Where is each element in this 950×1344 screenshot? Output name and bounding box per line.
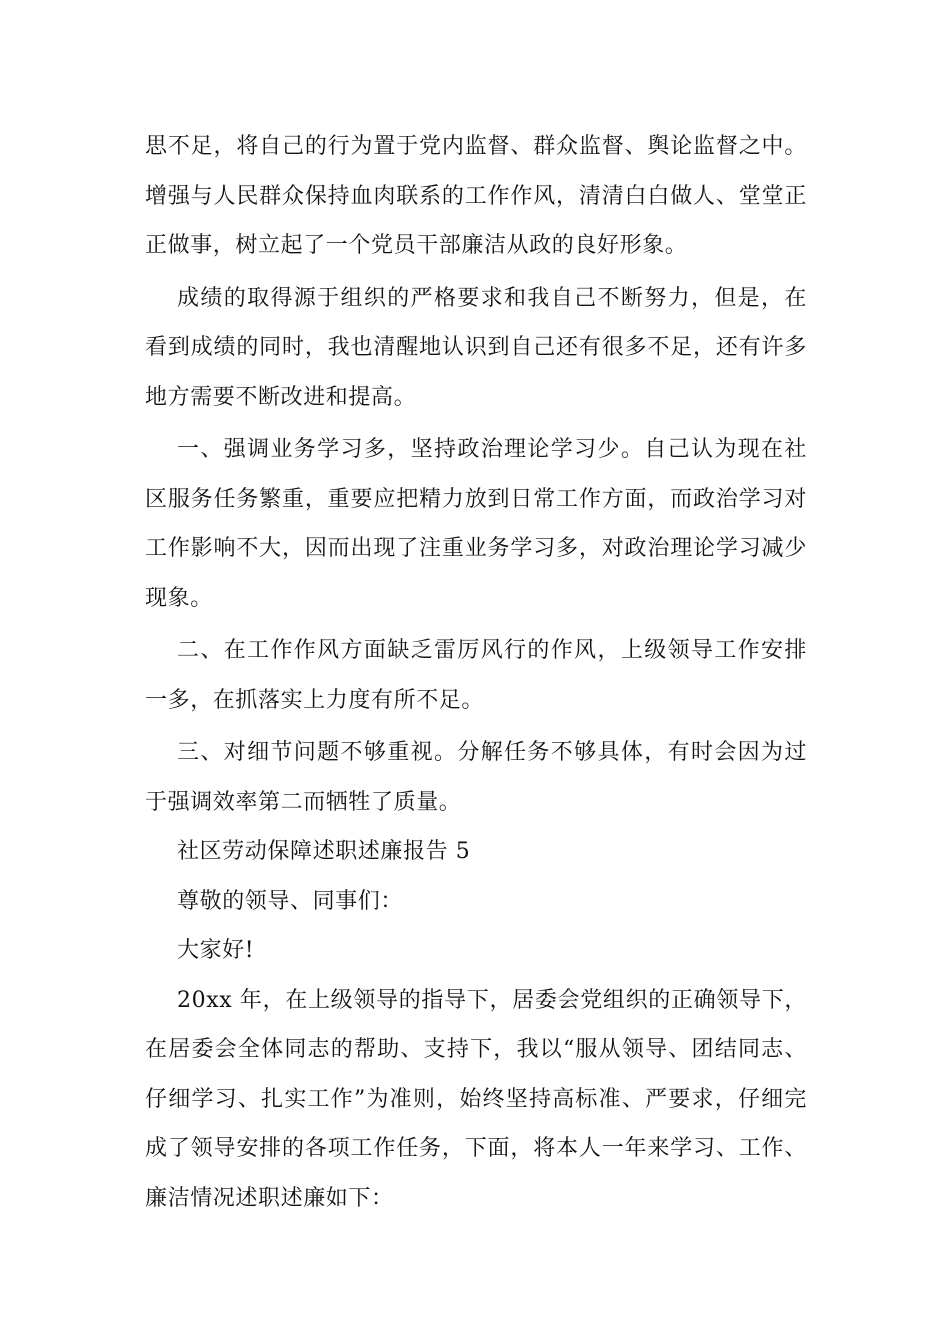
paragraph-issue-three: 三、对细节问题不够重视。分解任务不够具体，有时会因为过于强调效率第二而牺牲了质量。 [145,740,807,815]
paragraph-issue-one: 一、强调业务学习多，坚持政治理论学习少。自己认为现在社区服务任务繁重，重要应把精力放到日常工作方面，而政治学习对工作影响不大，因而出现了注重业务学习多，对政治理论学习减少现象。 [145,437,807,611]
paragraph-achievements: 成绩的取得源于组织的严格要求和我自己不断努力，但是，在看到成绩的同时，我也清醒地认识到自己还有很多不足，还有许多地方需要不断改进和提高。 [145,285,807,410]
document-page [145,122,807,1223]
report-heading: 社区劳动保障述职述廉报告 5 [177,839,471,864]
paragraph-intro: 20xx 年，在上级领导的指导下，居委会党组织的正确领导下，在居委会全体同志的帮助、支持下，我以“服从领导、团结同志、仔细学习、扎实工作”为准则，始终坚持高标准、严要求，仔细完成了领导安排的各项工作任务，下面，将本人一年来学习、工作、廉洁情况述职述廉如下： [145,987,807,1211]
paragraph-issue-two: 二、在工作作风方面缺乏雷厉风行的作风，上级领导工作安排一多，在抓落实上力度有所不足。 [145,638,807,713]
greeting: 大家好! [177,938,255,963]
paragraph-continued: 思不足，将自己的行为置于党内监督、群众监督、舆论监督之中。增强与人民群众保持血肉联系的工作作风，清清白白做人、堂堂正正做事，树立起了一个党员干部廉洁从政的良好形象。 [145,134,807,258]
salutation: 尊敬的领导、同事们： [177,888,404,914]
